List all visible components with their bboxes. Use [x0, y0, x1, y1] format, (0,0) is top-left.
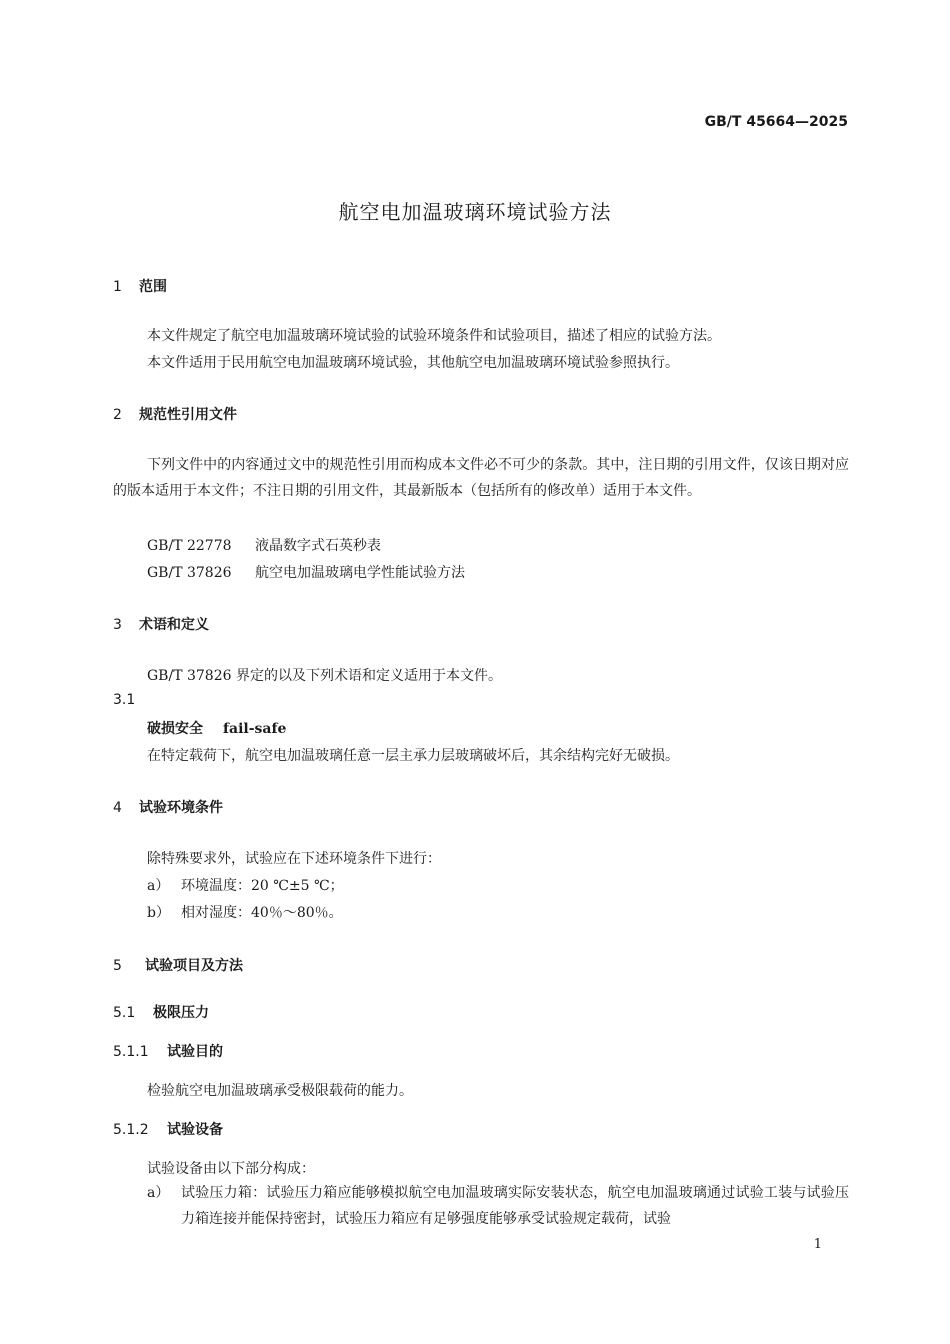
term-chinese: 破损安全: [147, 721, 203, 737]
term-definition: 在特定载荷下，航空电加温玻璃任意一层主承力层玻璃破坏后，其余结构完好无破损。: [147, 748, 679, 764]
section-title: 试验目的: [167, 1044, 223, 1060]
reference-title: 航空电加温玻璃电学性能试验方法: [255, 565, 465, 581]
reference-item: [147, 535, 381, 555]
standard-number: GB/T 45664—2025: [704, 114, 848, 130]
section-4-heading: [113, 797, 223, 817]
section-number: 2: [113, 407, 122, 423]
list-label: b）: [147, 905, 170, 921]
section-5-1-1-heading: [113, 1041, 223, 1061]
list-item: [147, 902, 343, 922]
section-1-heading: [113, 276, 167, 296]
paragraph: GB/T 37826 界定的以及下列术语和定义适用于本文件。: [147, 668, 502, 684]
document-title: 航空电加温玻璃环境试验方法: [338, 200, 612, 224]
section-5-1-heading: [113, 1002, 209, 1022]
section-3-heading: [113, 614, 209, 634]
reference-code: GB/T 22778: [147, 538, 232, 554]
list-text: 试验压力箱：试验压力箱应能够模拟航空电加温玻璃实际安装状态，航空电加温玻璃通过试验工装与试验压力箱连接并能保持密封，试验压力箱应有足够强度能够承受试验规定载荷，试验: [181, 1185, 849, 1227]
list-label: a）: [147, 1185, 170, 1201]
paragraph: 本文件适用于民用航空电加温玻璃环境试验，其他航空电加温玻璃环境试验参照执行。: [147, 355, 679, 371]
section-number: 1: [113, 279, 122, 295]
list-item: [147, 875, 344, 895]
term-entry: [147, 718, 286, 738]
section-number: 4: [113, 800, 122, 816]
term-english: fail-safe: [223, 721, 287, 737]
section-title: 极限压力: [153, 1005, 209, 1021]
list-text: 相对湿度：40％～80％。: [181, 905, 343, 921]
section-title: 规范性引用文件: [139, 407, 237, 423]
paragraph: 除特殊要求外，试验应在下述环境条件下进行：: [147, 851, 441, 867]
section-title: 范围: [139, 279, 167, 295]
page-number: 1: [813, 1237, 822, 1252]
section-title: 试验设备: [167, 1122, 223, 1138]
term-number: 3.1: [113, 692, 136, 708]
section-number: 5: [113, 958, 122, 974]
section-number: 5.1: [113, 1005, 136, 1021]
paragraph: 本文件规定了航空电加温玻璃环境试验的试验环境条件和试验项目，描述了相应的试验方法。: [147, 328, 721, 344]
list-text: 环境温度：20 ℃±5 ℃；: [181, 878, 344, 894]
paragraph: 下列文件中的内容通过文中的规范性引用而构成本文件必不可少的条款。其中，注日期的引用文件，仅该日期对应的版本适用于本文件；不注日期的引用文件，其最新版本（包括所有的修改单）适用于本文件。: [113, 457, 849, 499]
list-item: [147, 1180, 849, 1232]
paragraph: 检验航空电加温玻璃承受极限载荷的能力。: [147, 1083, 413, 1099]
section-number: 5.1.1: [113, 1044, 149, 1060]
section-5-heading: [113, 955, 243, 975]
reference-code: GB/T 37826: [147, 565, 232, 581]
section-title: 试验环境条件: [139, 800, 223, 816]
section-2-heading: [113, 404, 237, 424]
list-label: a）: [147, 878, 170, 894]
reference-item: [147, 562, 465, 582]
section-5-1-2-heading: [113, 1119, 223, 1139]
reference-title: 液晶数字式石英秒表: [255, 538, 381, 554]
section-number: 5.1.2: [113, 1122, 149, 1138]
paragraph: 试验设备由以下部分构成：: [147, 1161, 315, 1177]
section-title: 试验项目及方法: [145, 958, 243, 974]
section-number: 3: [113, 617, 122, 633]
section-title: 术语和定义: [139, 617, 209, 633]
